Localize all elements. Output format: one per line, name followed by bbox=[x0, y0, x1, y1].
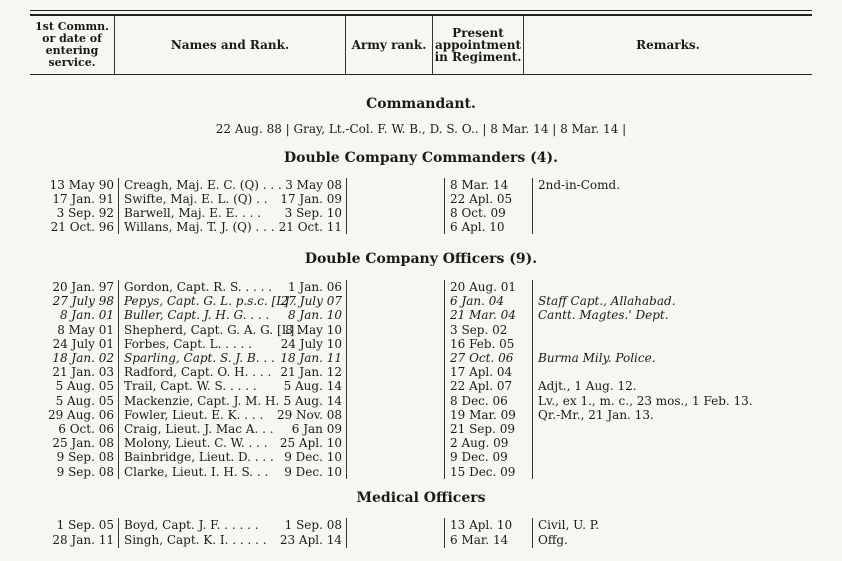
commission-date: 8 Jan. 01 bbox=[59, 308, 114, 323]
column-divider bbox=[444, 178, 445, 234]
army-rank-date: 3 May 08 bbox=[285, 178, 342, 192]
army-rank-date: 6 Jan 09 bbox=[291, 422, 342, 436]
column-divider bbox=[346, 178, 347, 234]
officer-name: Gordon, Capt. R. S. . . . . bbox=[124, 280, 273, 294]
present-appointment-date: 15 Dec. 09 bbox=[450, 464, 516, 479]
officer-name: Barwell, Maj. E. E. . . . bbox=[124, 206, 262, 220]
remarks: Staff Capt., Allahabad. bbox=[538, 294, 676, 309]
present-appointment-date: 8 Mar. 14 bbox=[450, 178, 509, 192]
army-rank-date: 18 Jan. 11 bbox=[280, 351, 342, 365]
header-first-commission: 1st Commn. or date of entering service. bbox=[30, 16, 115, 74]
table-row bbox=[0, 436, 842, 450]
remarks: Civil, U. P. bbox=[538, 518, 600, 532]
present-appointment-date: 9 Dec. 09 bbox=[450, 450, 508, 465]
officer-name: Pepys, Capt. G. L. p.s.c. [L] . bbox=[124, 294, 297, 309]
army-rank-date: 8 Jan. 10 bbox=[287, 308, 342, 323]
commission-date: 6 Oct. 06 bbox=[58, 422, 114, 436]
table-row bbox=[0, 294, 842, 308]
officer-name: Mackenzie, Capt. J. M. H. . bbox=[124, 393, 287, 408]
officer-name: Swifte, Maj. E. L. (Q) . . bbox=[124, 192, 268, 206]
officer-name: Fowler, Lieut. E. K. . . . bbox=[124, 407, 264, 422]
commission-date: 29 Aug. 06 bbox=[47, 407, 114, 422]
header-remarks: Remarks. bbox=[636, 38, 700, 52]
column-divider bbox=[444, 518, 445, 548]
officer-name: Willans, Maj. T. J. (Q) . . . bbox=[124, 220, 275, 234]
table-row bbox=[0, 178, 842, 192]
army-rank-date: 5 Aug. 14 bbox=[283, 379, 342, 394]
army-rank-date: 27 July 07 bbox=[280, 294, 342, 309]
army-rank-date: 5 Aug. 14 bbox=[283, 393, 342, 408]
present-appointment-date: 2 Aug. 09 bbox=[450, 436, 509, 451]
column-divider bbox=[532, 518, 533, 548]
column-divider bbox=[346, 518, 347, 548]
table-row bbox=[0, 379, 842, 393]
table-row bbox=[0, 365, 842, 379]
army-rank-date: 1 Sep. 08 bbox=[284, 518, 342, 532]
army-rank-date: 17 Jan. 09 bbox=[280, 192, 342, 206]
present-appointment-date: 8 Oct. 09 bbox=[450, 206, 506, 220]
table-row bbox=[0, 323, 842, 337]
officer-name: Bainbridge, Lieut. D. . . . bbox=[124, 450, 274, 465]
army-rank-date: 1 Jan. 06 bbox=[287, 280, 342, 294]
army-rank-date: 3 Sep. 10 bbox=[284, 206, 342, 220]
column-divider bbox=[118, 518, 119, 548]
table-row bbox=[0, 394, 842, 408]
commission-date: 28 Jan. 11 bbox=[52, 533, 114, 547]
table-row bbox=[0, 192, 842, 206]
present-appointment-date: 21 Sep. 09 bbox=[450, 422, 515, 436]
commission-date: 20 Jan. 97 bbox=[52, 280, 114, 294]
table-row bbox=[0, 408, 842, 422]
column-divider bbox=[444, 280, 445, 479]
column-divider bbox=[532, 280, 533, 479]
present-appointment-date: 22 Apl. 05 bbox=[450, 192, 513, 206]
officer-name: Molony, Lieut. C. W. . . . bbox=[124, 436, 268, 451]
commission-date: 25 Jan. 08 bbox=[52, 436, 114, 451]
officer-name: Clarke, Lieut. I. H. S. . . bbox=[124, 464, 269, 479]
remarks: Lv., ex 1., m. c., 23 mos., 1 Feb. 13. bbox=[538, 393, 753, 408]
table-row bbox=[0, 465, 842, 479]
officer-name: Forbes, Capt. L. . . . . bbox=[124, 336, 252, 351]
army-rank-date: 8 May 10 bbox=[285, 322, 342, 337]
army-rank-date: 21 Oct. 11 bbox=[278, 220, 342, 234]
table-row bbox=[0, 351, 842, 365]
column-divider bbox=[118, 280, 119, 479]
present-appointment-date: 21 Mar. 04 bbox=[450, 308, 516, 323]
officer-name: Boyd, Capt. J. F. . . . . . bbox=[124, 518, 259, 532]
header-names-rank: Names and Rank. bbox=[115, 16, 346, 74]
present-appointment-date: 20 Aug. 01 bbox=[450, 280, 517, 294]
army-rank-date: 25 Apl. 10 bbox=[279, 436, 342, 451]
table-row bbox=[0, 518, 842, 532]
commission-date: 3 Sep. 92 bbox=[56, 206, 114, 220]
column-divider bbox=[532, 178, 533, 234]
army-rank-date: 23 Apl. 14 bbox=[279, 533, 342, 547]
table-row bbox=[0, 308, 842, 322]
army-rank-date: 29 Nov. 08 bbox=[276, 407, 342, 422]
table-row bbox=[0, 533, 842, 547]
officer-name: Trail, Capt. W. S. . . . . bbox=[124, 379, 257, 394]
commission-date: 17 Jan. 91 bbox=[52, 192, 114, 206]
present-appointment-date: 22 Apl. 07 bbox=[450, 379, 513, 394]
commission-date: 21 Oct. 96 bbox=[50, 220, 114, 234]
commission-date: 5 Aug. 05 bbox=[55, 379, 114, 394]
army-rank-date: 24 July 10 bbox=[280, 336, 342, 351]
present-appointment-date: 3 Sep. 02 bbox=[450, 322, 508, 337]
header-army-rank: Army rank. bbox=[346, 16, 433, 74]
table-row bbox=[0, 422, 842, 436]
commission-date: 21 Jan. 03 bbox=[52, 365, 114, 380]
present-appointment-date: 6 Apl. 10 bbox=[450, 220, 505, 234]
present-appointment-date: 27 Oct. 06 bbox=[450, 351, 514, 365]
table-row bbox=[0, 337, 842, 351]
officer-name: Singh, Capt. K. I. . . . . . bbox=[124, 533, 267, 547]
present-appointment-date: 8 Dec. 06 bbox=[450, 393, 508, 408]
commission-date: 18 Jan. 02 bbox=[52, 351, 114, 365]
officer-name: Shepherd, Capt. G. A. G. [L] . bbox=[124, 322, 302, 337]
remarks: Adjt., 1 Aug. 12. bbox=[538, 379, 637, 394]
officer-name: Sparling, Capt. S. J. B. . . bbox=[124, 351, 275, 365]
commission-date: 8 May 01 bbox=[57, 322, 114, 337]
section-double-company-officers: Double Company Officers (9). bbox=[304, 251, 538, 267]
remarks: Offg. bbox=[538, 533, 568, 547]
officer-name: Creagh, Maj. E. C. (Q) . . . bbox=[124, 178, 282, 192]
section-medical-officers: Medical Officers bbox=[356, 490, 486, 506]
army-rank-date: 9 Dec. 10 bbox=[284, 450, 342, 465]
commission-date: 24 July 01 bbox=[52, 336, 114, 351]
army-rank-date: 9 Dec. 10 bbox=[284, 464, 342, 479]
officer-name: Craig, Lieut. J. Mac A. . . bbox=[124, 422, 274, 436]
present-appointment-date: 13 Apl. 10 bbox=[450, 518, 513, 532]
commission-date: 13 May 90 bbox=[49, 178, 114, 192]
section-commandant: Commandant. bbox=[366, 96, 476, 112]
present-appointment-date: 6 Jan. 04 bbox=[450, 294, 505, 309]
officer-name: Buller, Capt. J. H. G. . . . bbox=[124, 308, 270, 323]
officer-name: Radford, Capt. O. H. . . . bbox=[124, 365, 272, 380]
present-appointment-date: 6 Mar. 14 bbox=[450, 533, 509, 547]
table-row bbox=[0, 280, 842, 294]
present-appointment-date: 17 Apl. 04 bbox=[450, 365, 513, 380]
table-row bbox=[0, 220, 842, 234]
commission-date: 9 Sep. 08 bbox=[56, 450, 114, 465]
present-appointment-date: 16 Feb. 05 bbox=[450, 336, 515, 351]
commission-date: 9 Sep. 08 bbox=[56, 464, 114, 479]
commission-date: 27 July 98 bbox=[52, 294, 114, 309]
remarks: Burma Mily. Police. bbox=[538, 351, 656, 365]
commandant-row: 22 Aug. 88 | Gray, Lt.-Col. F. W. B., D. S. O.. | 8 Mar. 14 | 8 Mar. 14 | bbox=[215, 122, 627, 136]
section-double-company-commanders: Double Company Commanders (4). bbox=[284, 150, 558, 166]
column-divider bbox=[118, 178, 119, 234]
table-row bbox=[0, 450, 842, 464]
army-rank-date: 21 Jan. 12 bbox=[280, 365, 342, 380]
commission-date: 1 Sep. 05 bbox=[56, 518, 114, 532]
commission-date: 5 Aug. 05 bbox=[55, 393, 114, 408]
present-appointment-date: 19 Mar. 09 bbox=[450, 407, 516, 422]
remarks: Cantt. Magtes.' Dept. bbox=[538, 308, 669, 323]
top-rule bbox=[30, 10, 812, 11]
table-row bbox=[0, 206, 842, 220]
column-divider bbox=[346, 280, 347, 479]
table-header bbox=[30, 14, 812, 75]
header-present-appointment: Present appointment in Regiment. bbox=[433, 16, 524, 74]
remarks: Qr.-Mr., 21 Jan. 13. bbox=[538, 407, 654, 422]
remarks: 2nd-in-Comd. bbox=[538, 178, 621, 192]
